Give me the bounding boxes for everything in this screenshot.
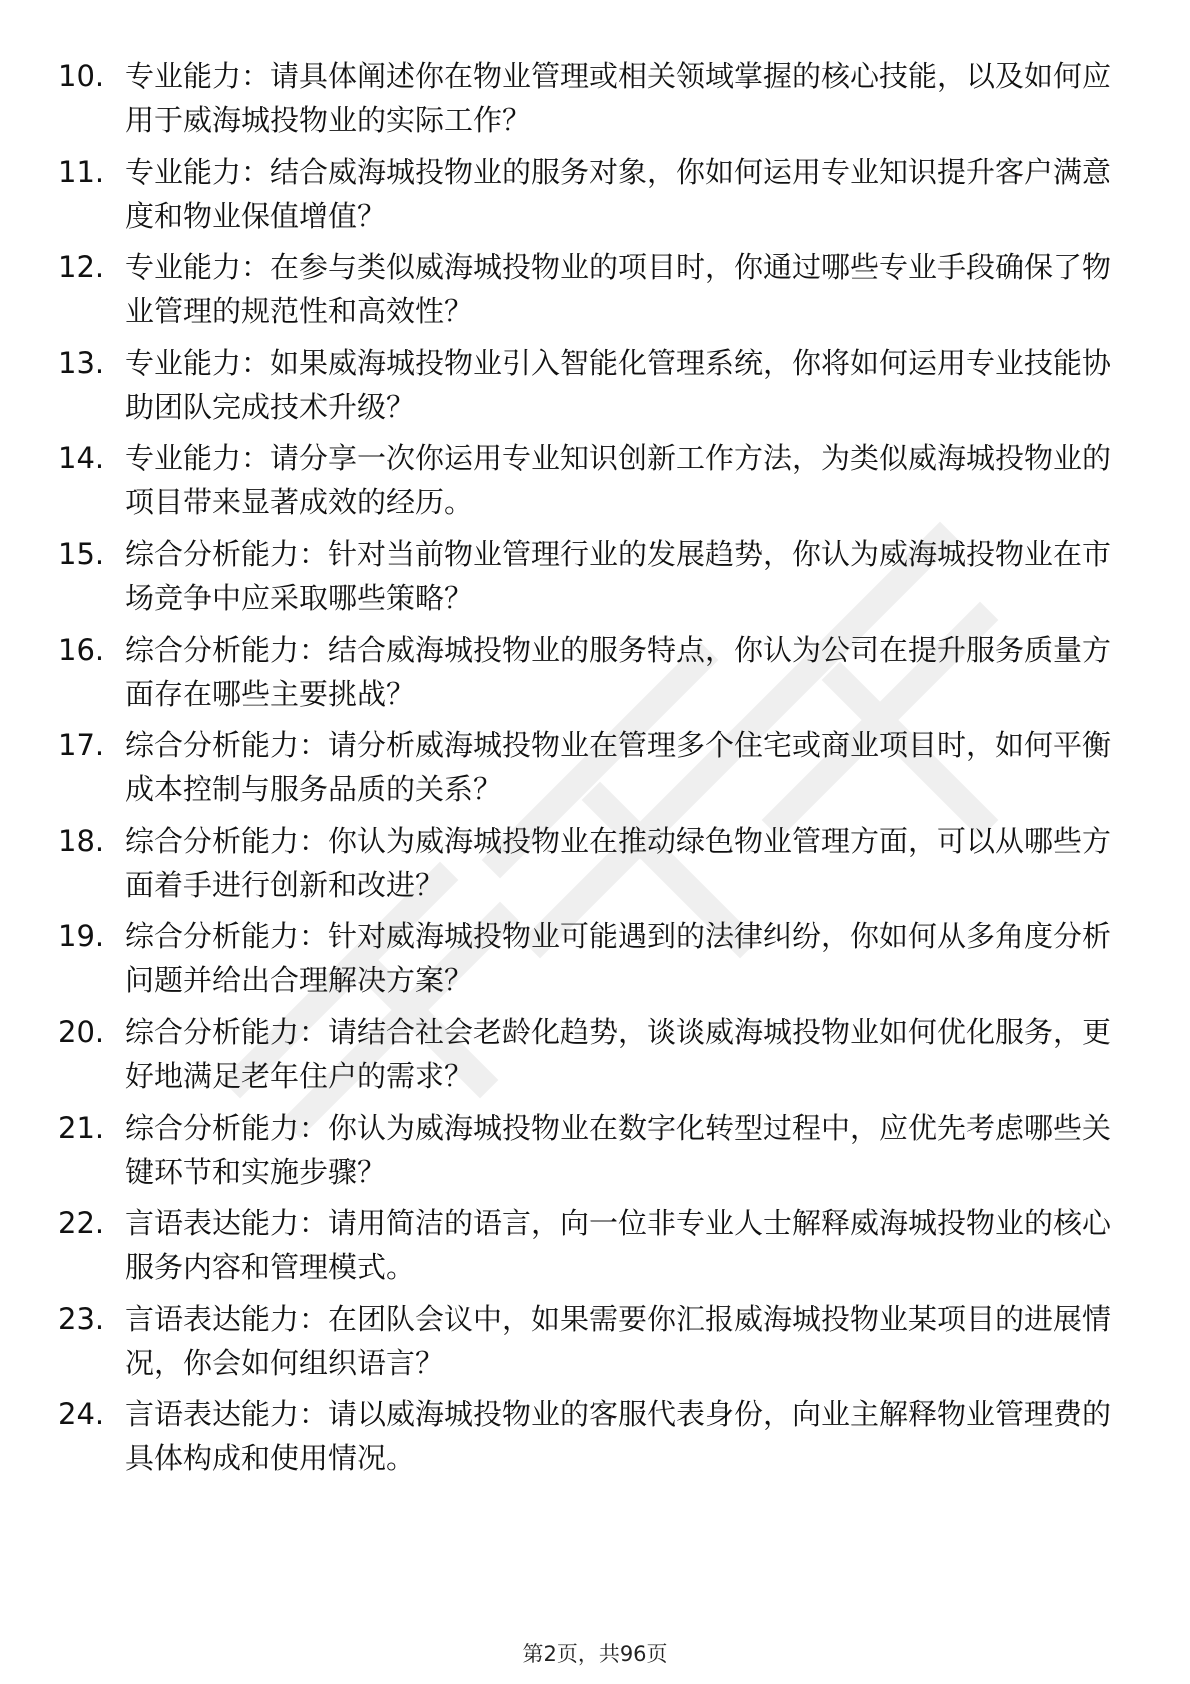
question-number: 19.: [58, 919, 105, 954]
question-item: [58, 914, 1118, 1010]
question-text: 专业能力：如果威海城投物业引入智能化管理系统，你将如何运用专业技能协助团队完成技术升级？: [125, 345, 1112, 424]
question-text: 言语表达能力：请用简洁的语言，向一位非专业人士解释威海城投物业的核心服务内容和管理模式。: [125, 1206, 1112, 1285]
question-item: [58, 723, 1118, 819]
question-number: 14.: [58, 441, 105, 476]
question-number: 13.: [58, 345, 105, 380]
question-number: 24.: [58, 1397, 105, 1432]
question-text: 综合分析能力：针对威海城投物业可能遇到的法律纠纷，你如何从多角度分析问题并给出合理解决方案？: [125, 919, 1112, 998]
question-number: 12.: [58, 250, 105, 285]
question-item: [58, 1392, 1118, 1488]
question-text: 专业能力：请具体阐述你在物业管理或相关领域掌握的核心技能，以及如何应用于威海城投物业的实际工作？: [125, 59, 1112, 137]
question-text: 言语表达能力：请以威海城投物业的客服代表身份，向业主解释物业管理费的具体构成和使用情况。: [125, 1397, 1112, 1476]
question-number: 17.: [58, 728, 105, 763]
question-item: [58, 150, 1118, 246]
question-number: 10.: [58, 59, 105, 93]
question-text: 综合分析能力：你认为威海城投物业在数字化转型过程中，应优先考虑哪些关键环节和实施步骤？: [125, 1110, 1112, 1189]
question-number: 15.: [58, 536, 105, 571]
question-text: 专业能力：结合威海城投物业的服务对象，你如何运用专业知识提升客户满意度和物业保值增值？: [125, 154, 1112, 233]
question-text: 综合分析能力：结合威海城投物业的服务特点，你认为公司在提升服务质量方面存在哪些主要挑战？: [125, 632, 1112, 711]
question-text: 专业能力：请分享一次你运用专业知识创新工作方法，为类似威海城投物业的项目带来显著成效的经历。: [125, 441, 1112, 520]
question-text: 综合分析能力：你认为威海城投物业在推动绿色物业管理方面，可以从哪些方面着手进行创新和改进？: [125, 823, 1112, 902]
question-text: 综合分析能力：请结合社会老龄化趋势，谈谈威海城投物业如何优化服务，更好地满足老年住户的需求？: [125, 1014, 1112, 1093]
question-item: [58, 1106, 1118, 1202]
question-text: 言语表达能力：在团队会议中，如果需要你汇报威海城投物业某项目的进展情况，你会如何组织语言？: [125, 1301, 1112, 1380]
question-item: [58, 1297, 1118, 1393]
question-number: 18.: [58, 823, 105, 858]
question-item: [58, 819, 1118, 915]
question-item: [58, 628, 1118, 724]
question-item: [58, 54, 1118, 150]
question-text: 专业能力：在参与类似威海城投物业的项目时，你通过哪些专业手段确保了物业管理的规范性和高效性？: [125, 250, 1112, 329]
question-number: 23.: [58, 1301, 105, 1336]
question-number: 21.: [58, 1110, 105, 1145]
page-footer: [0, 1638, 1190, 1668]
question-item: [58, 1201, 1118, 1297]
question-text: 综合分析能力：针对当前物业管理行业的发展趋势，你认为威海城投物业在市场竞争中应采取哪些策略？: [125, 536, 1112, 615]
question-item: [58, 436, 1118, 532]
question-item: [58, 245, 1118, 341]
question-number: 22.: [58, 1206, 105, 1241]
page-number-label: 第2页，共96页: [522, 1642, 668, 1666]
question-item: [58, 341, 1118, 437]
question-number: 20.: [58, 1014, 105, 1049]
question-list: [58, 54, 1118, 1488]
question-text: 综合分析能力：请分析威海城投物业在管理多个住宅或商业项目时，如何平衡成本控制与服务品质的关系？: [125, 728, 1112, 807]
question-item: [58, 1010, 1118, 1106]
question-number: 11.: [58, 154, 105, 189]
question-number: 16.: [58, 632, 105, 667]
question-item: [58, 532, 1118, 628]
